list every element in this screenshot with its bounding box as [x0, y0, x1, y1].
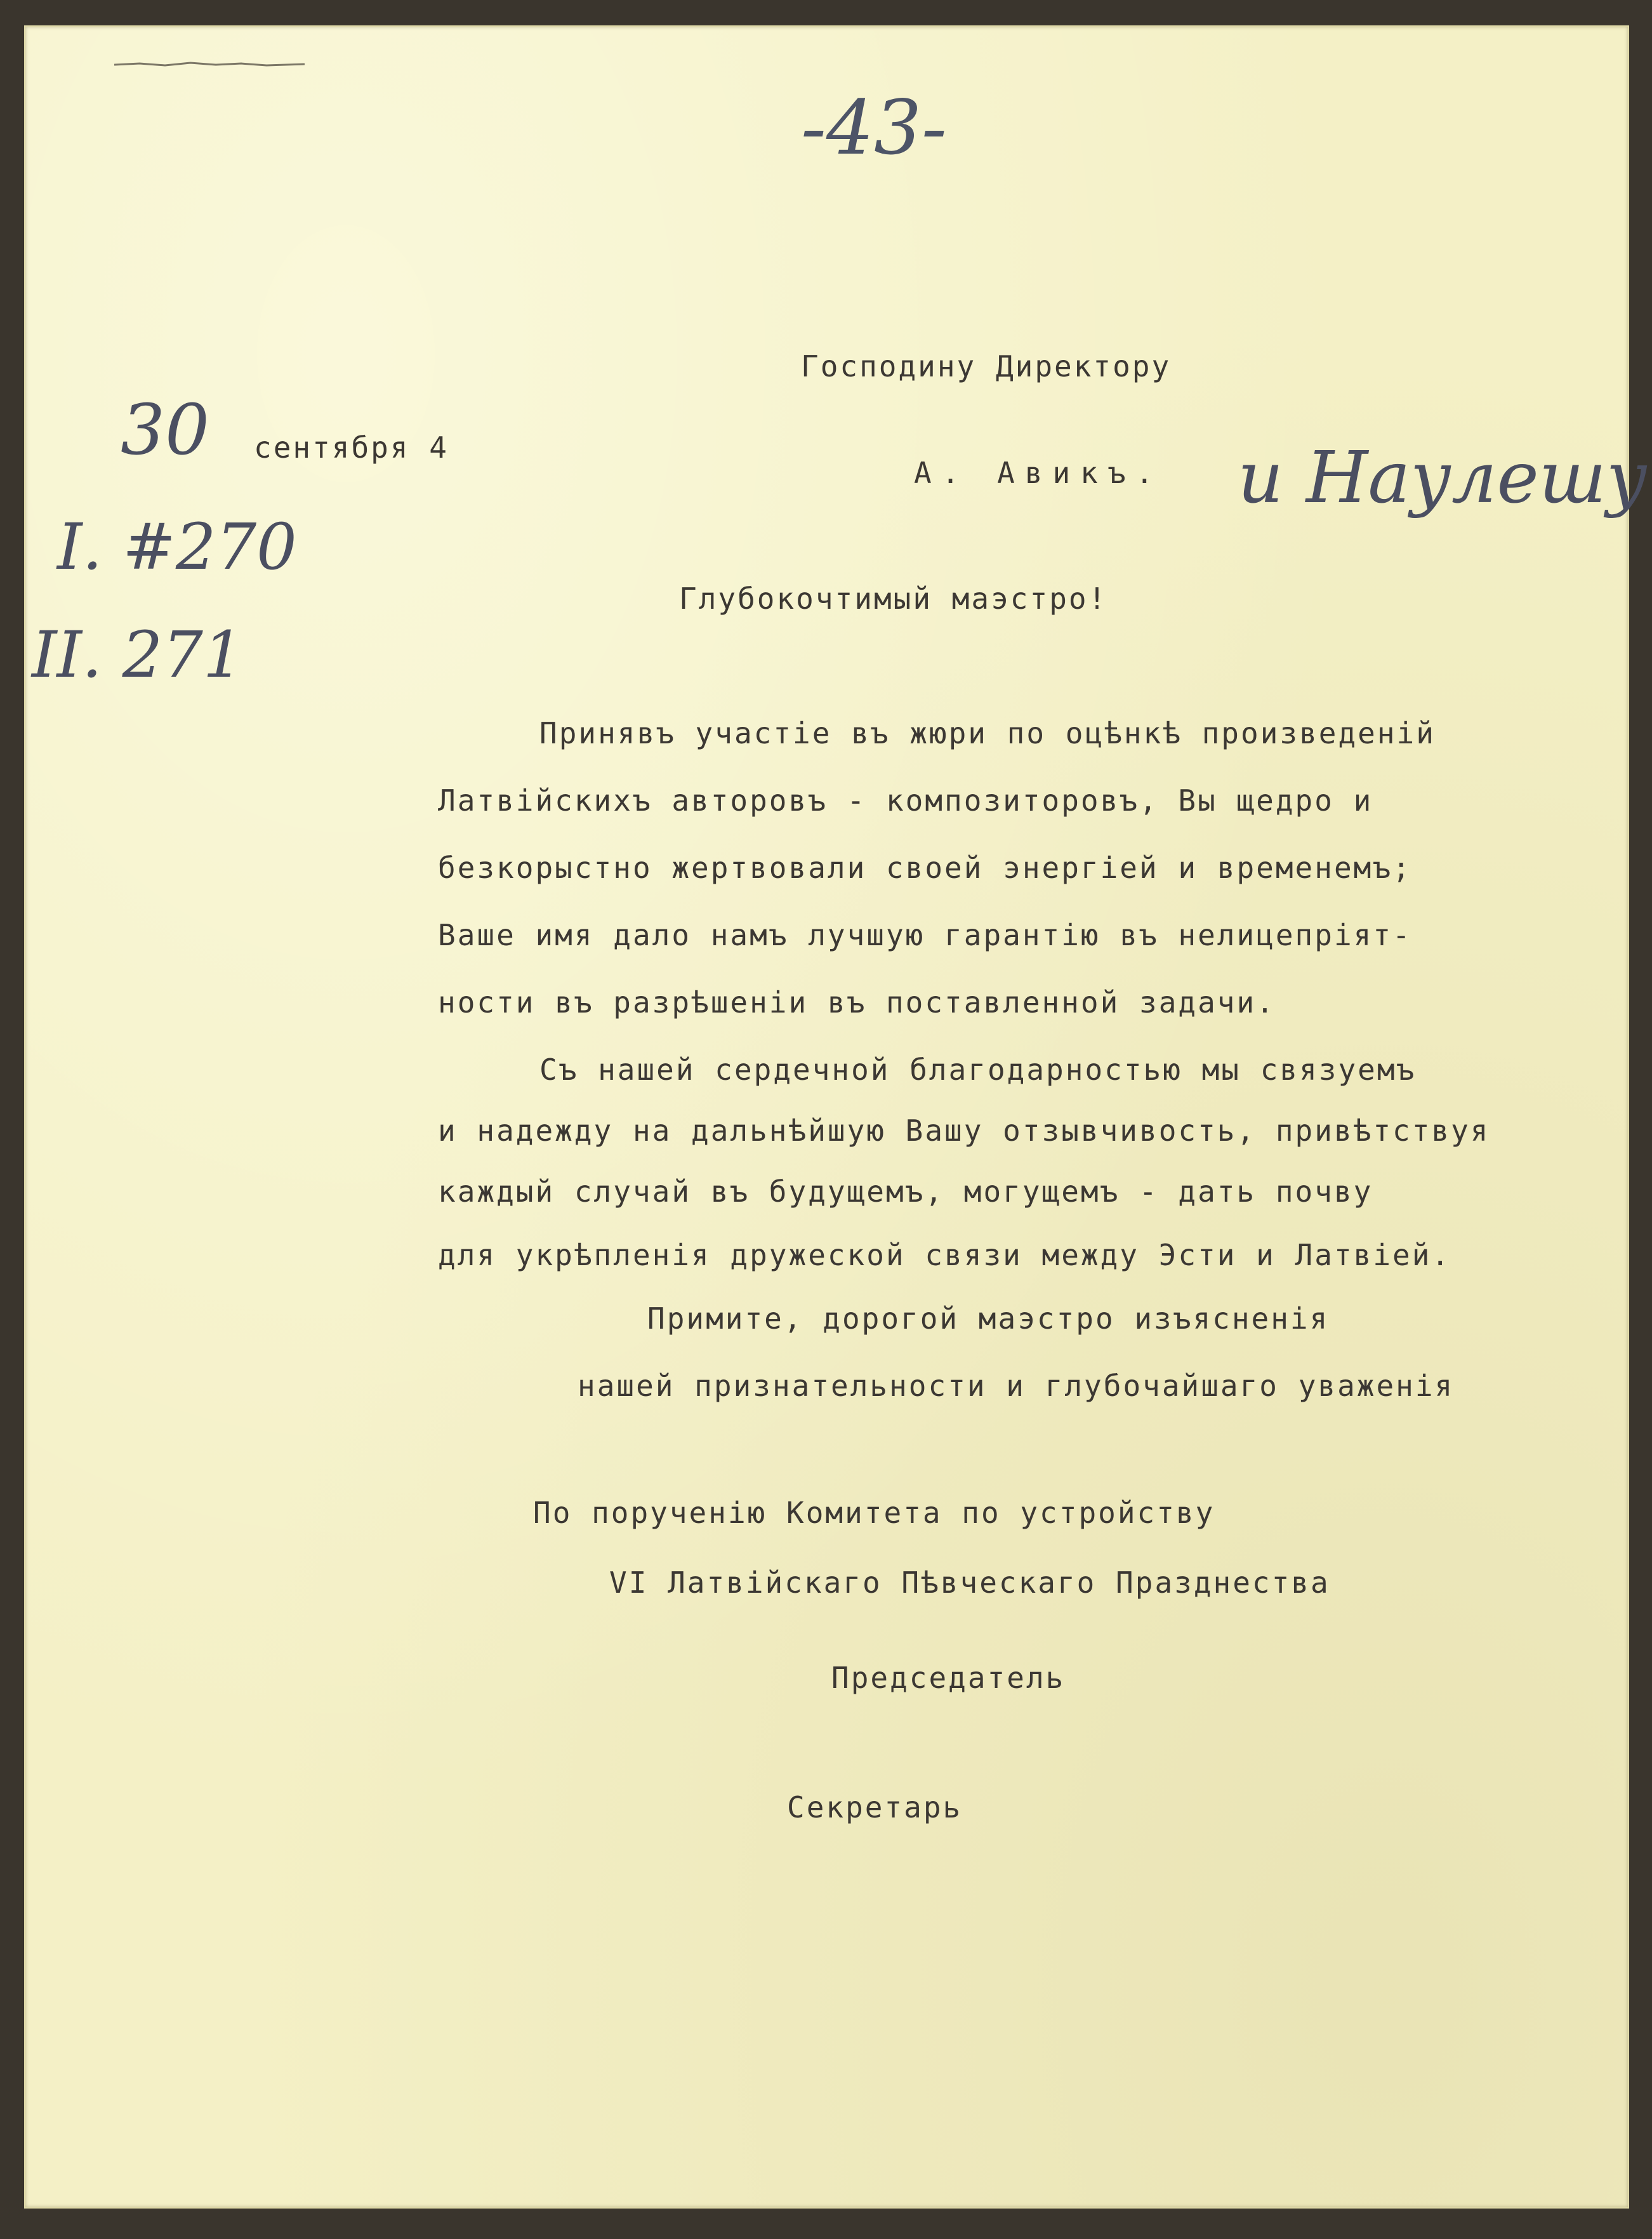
- body-line: ности въ разрѣшеніи въ поставленной задачи.: [438, 985, 1276, 1020]
- body-line: нашей признательности и глубочайшаго уваженія: [578, 1369, 1455, 1403]
- body-line: Принявъ участіе въ жюри по оцѣнкѣ произведеній: [539, 716, 1436, 750]
- handwritten-date-day: 30: [121, 389, 209, 470]
- margin-note-2: II. 271: [32, 618, 244, 692]
- body-line: Латвійскихъ авторовъ - композиторовъ, Вы щедро и: [438, 783, 1373, 818]
- addressee-name: А. Авикъ.: [914, 456, 1164, 490]
- torn-top-edge-mark: [114, 60, 305, 69]
- typed-date: сентября 4: [254, 430, 449, 465]
- handwritten-addressee-addition: и Наулешу: [1238, 437, 1648, 519]
- body-line: и надежду на дальнѣйшую Вашу отзывчивость, привѣтствуя: [438, 1113, 1490, 1148]
- signature-secretary: Секретарь: [787, 1790, 963, 1824]
- body-line: для укрѣпленія дружеской связи между Эсти и Латвіей.: [438, 1238, 1451, 1272]
- body-line: Примите, дорогой маэстро изъясненія: [647, 1301, 1330, 1336]
- margin-note-1: I. #270: [57, 510, 297, 584]
- body-line: Ваше имя дало намъ лучшую гарантію въ нелицепріят-: [438, 918, 1412, 952]
- body-line: Съ нашей сердечной благодарностью мы связуемъ: [539, 1053, 1417, 1087]
- signature-chairman: Председатель: [831, 1661, 1066, 1695]
- salutation: Глубокочтимый маэстро!: [679, 581, 1108, 616]
- document-page: [24, 25, 1648, 2209]
- addressee-title: Господину Директору: [801, 349, 1172, 383]
- signature-committee-line-2: VI Латвійскаго Пѣвческаго Празднества: [609, 1565, 1330, 1600]
- page-number-annotation: -43-: [801, 84, 947, 171]
- body-line: каждый случай въ будущемъ, могущемъ - дать почву: [438, 1174, 1373, 1209]
- signature-committee-line-1: По порученію Комитета по устройству: [533, 1496, 1215, 1530]
- body-line: безкорыстно жертвовали своей энергіей и временемъ;: [438, 851, 1412, 885]
